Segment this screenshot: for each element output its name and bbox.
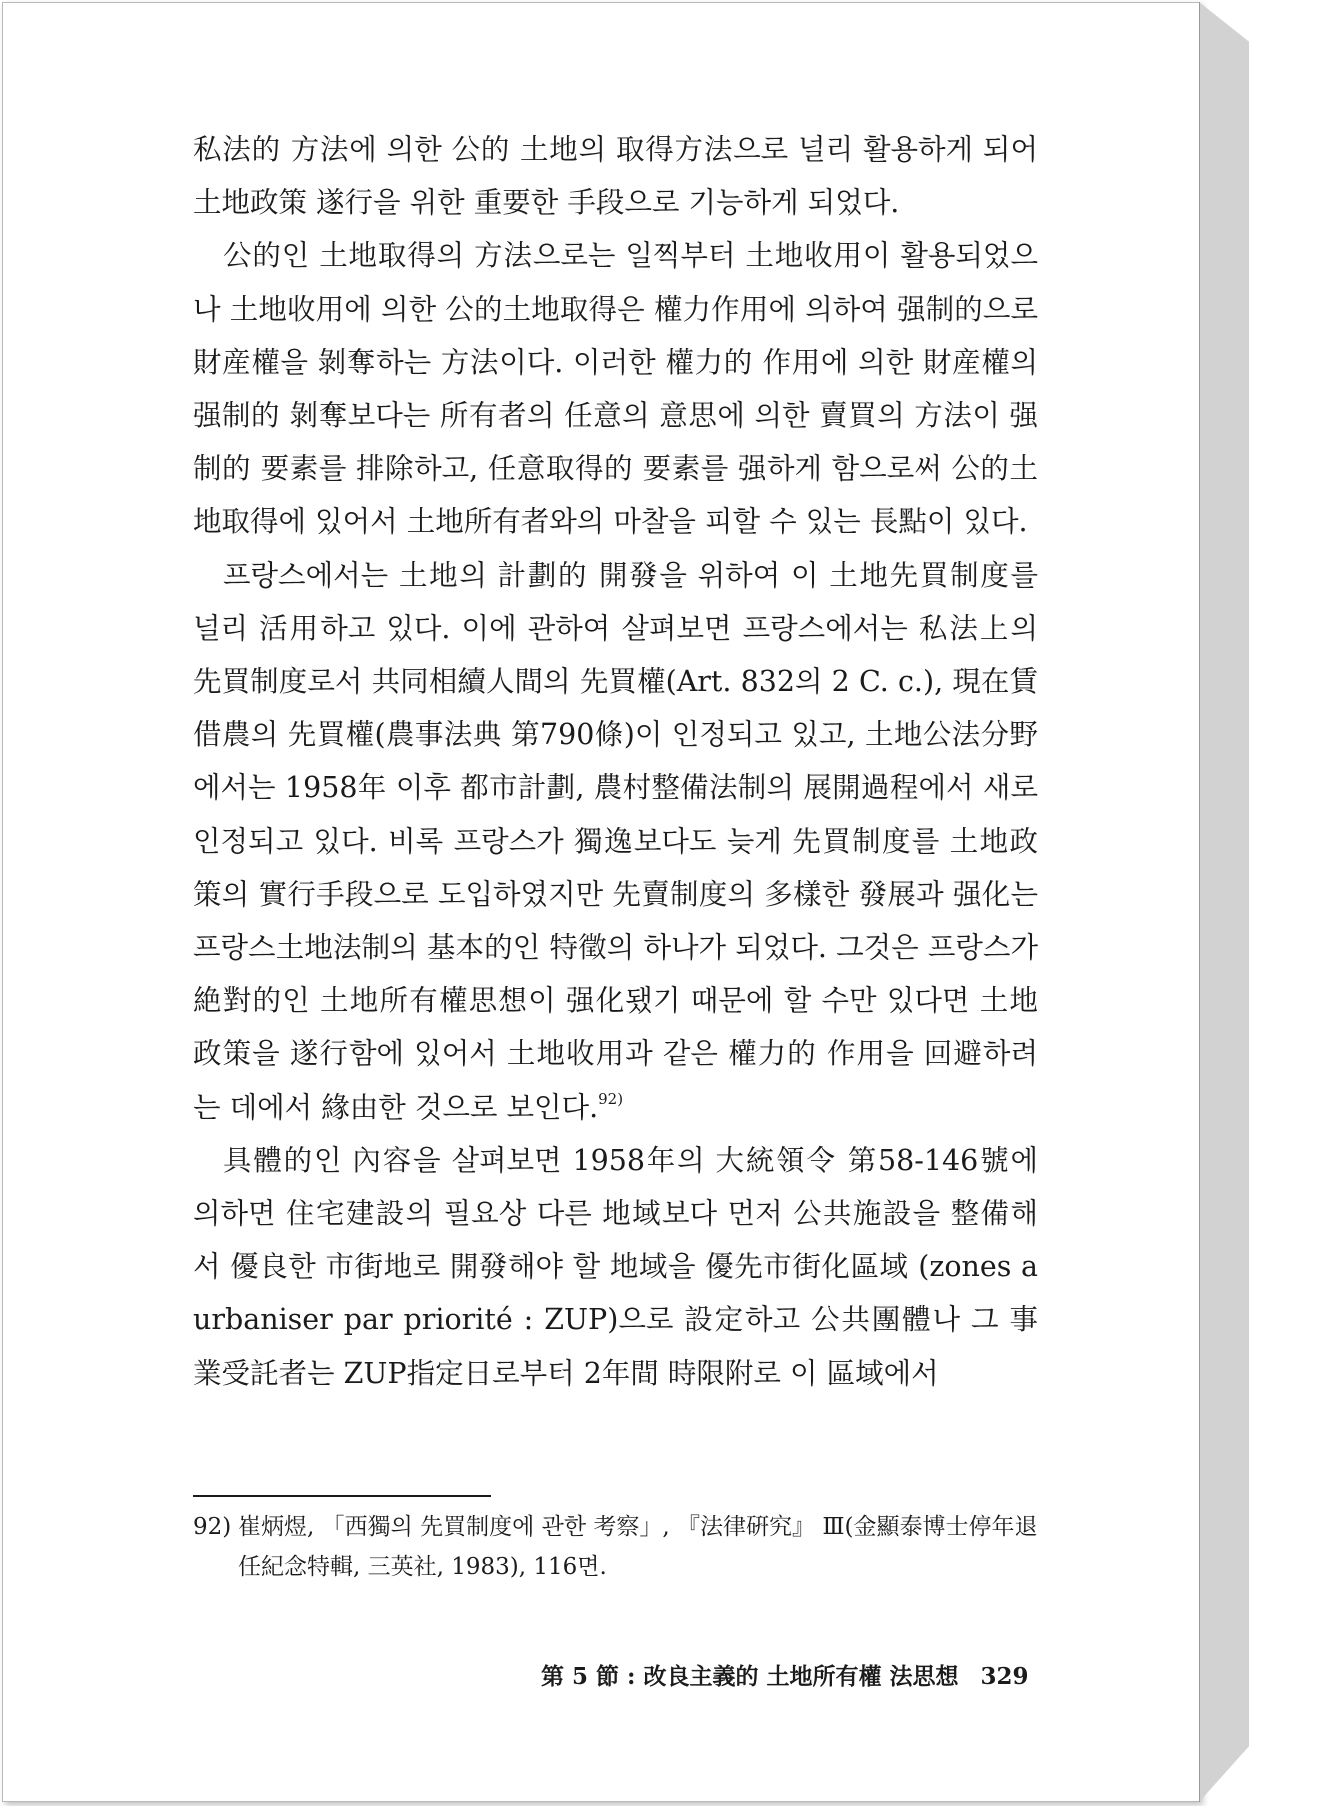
book-page bbox=[2, 2, 1200, 1802]
footnote-divider bbox=[193, 1495, 491, 1497]
page-number: 329 bbox=[980, 1663, 1029, 1690]
running-footer bbox=[541, 1658, 1029, 1691]
paragraph-with-footnote bbox=[193, 549, 1038, 1134]
footnote-text-continued: 任紀念特輯, 三英社, 1983), 116면. bbox=[238, 1554, 607, 1580]
footnote-text: 崔炳煜, 「西獨의 先買制度에 관한 考察」, 『法律硏究』 Ⅲ(金顯泰博士停年退 bbox=[238, 1514, 1038, 1540]
paragraph-text: 프랑스에서는 土地의 計劃的 開發을 위하여 이 土地先買制度를 널리 活用하고 있다. 이에 관하여 살펴보면 프랑스에서는 私法上의 先買制度로서 共同相續人間의 先買權(Art. 832의 2 C. c.), 現在賃借農의 先買權(農事法典 第790條)이 인정되고 있고, 土地公法分野에서는 1958年 이후 都市計劃, 農村整備法制의 展開過程에서 새로 인정되고 있다. 비록 프랑스가 獨逸보다도 늦게 先買制度를 土地政策의 實行手段으로 도입하였지만 先賣制度의 多樣한 發展과 强化는 프랑스土地法制의 基本的인 特徵의 하나가 되었다. 그것은 프랑스가 絶對的인 土地所有權思想이 强化됐기 때문에 할 수만 있다면 土地政策을 遂行함에 있어서 土地收用과 같은 權力的 作用을 回避하려는 데에서 緣由한 것으로 보인다. bbox=[193, 558, 1038, 1124]
paragraph: 私法的 方法에 의한 公的 土地의 取得方法으로 널리 활용하게 되어 土地政策 遂行을 위한 重要한 手段으로 기능하게 되었다. bbox=[193, 133, 1038, 220]
footnote-number: 92) bbox=[193, 1514, 232, 1540]
paragraph: 公的인 土地取得의 方法으로는 일찍부터 土地收用이 활용되었으나 土地收用에 의한 公的土地取得은 權力作用에 의하여 强制的으로 財産權을 剝奪하는 方法이다. 이러한 權力的 作用에 의한 財産權의 强制的 剝奪보다는 所有者의 任意의 意思에 의한 賣買의 方法이 强制的 要素를 排除하고, 任意取得的 要素를 强하게 함으로써 公的土地取得에 있어서 土地所有者와의 마찰을 피할 수 있는 長點이 있다. bbox=[193, 239, 1038, 539]
footnote bbox=[193, 1507, 1043, 1587]
footnote-reference[interactable]: 92) bbox=[598, 1089, 624, 1108]
section-title: 第 5 節 : 改良主義的 土地所有權 法思想 bbox=[541, 1663, 959, 1690]
body-text bbox=[193, 123, 1038, 1400]
paragraph: 具體的인 內容을 살펴보면 1958年의 大統領令 第58-146號에 의하면 住宅建設의 필요상 다른 地域보다 먼저 公共施設을 整備해서 優良한 市街地로 開發해야 할 地域을 優先市街化區域 (zones a urbaniser par priorité : ZUP)으로 設定하고 公共團體나 그 事業受託者는 ZUP指定日로부터 2年間 時限附로 이 區域에서 bbox=[193, 1143, 1038, 1390]
page-stack-edge bbox=[1199, 2, 1249, 1802]
page-edge-line bbox=[1199, 2, 1200, 1802]
footnote-line bbox=[193, 1507, 1043, 1547]
